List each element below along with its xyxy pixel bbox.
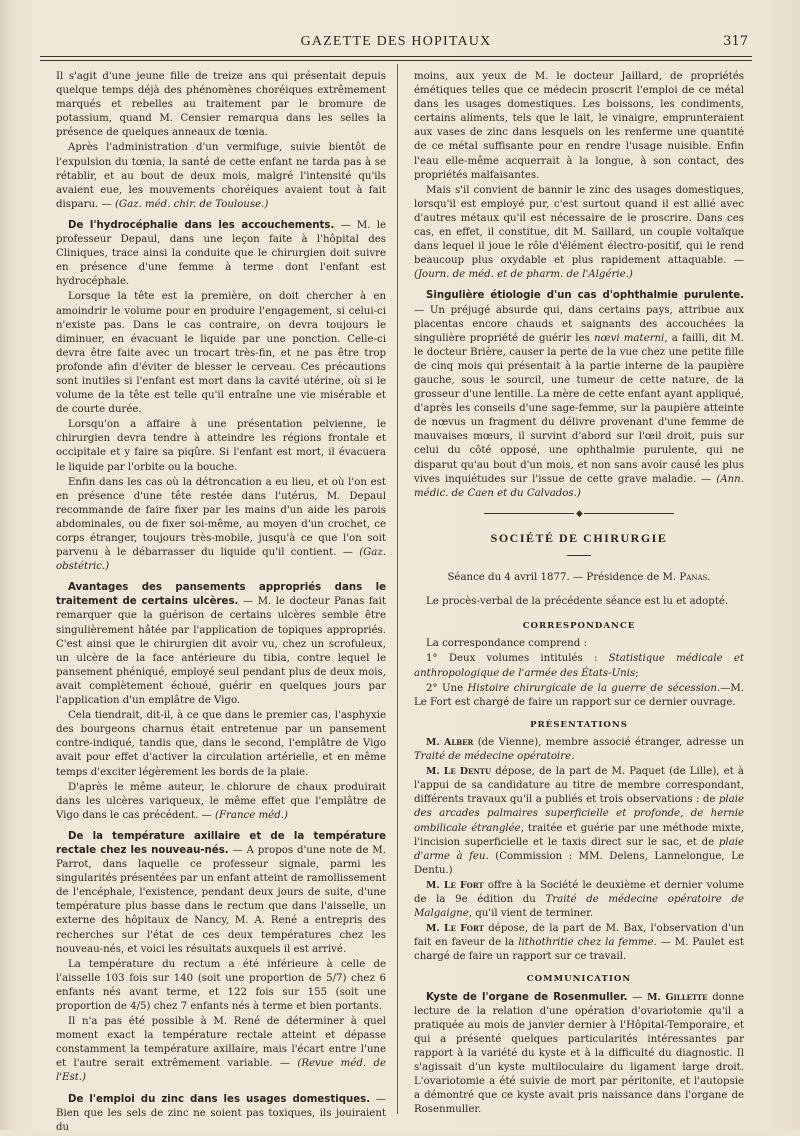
subsection-heading: PRÉSENTATIONS bbox=[530, 719, 628, 730]
article-zinc bbox=[56, 1093, 386, 1135]
article-title: De la température axillaire et de la température rectale chez les nouveau-nés. bbox=[56, 830, 386, 856]
article-hydrocephalie bbox=[56, 219, 386, 574]
article-title: De l'emploi du zinc dans les usages domestiques. bbox=[68, 1093, 371, 1105]
article-ophthalmie bbox=[414, 289, 744, 500]
article-temperature bbox=[56, 830, 386, 1086]
source-citation: (Ann. médic. de Caen et du Calvados.) bbox=[414, 473, 744, 499]
paragraph: moins, aux yeux de M. le docteur Jaillard, de propriétés émétiques telles que ce médecin proscrit l'emploi de ce métal dans les usages domestiques. Les boissons, les condiments, certains aliments, tels que le lait, le vinaigre, emprunteraient aux vases de zinc dans lesquels on les renferme une quantité de ce métal suffisante pour en rendre l'usage nuisible. Enfin l'eau elle-même acquerrait à la longue, à son contact, des propriétés malfaisantes. bbox=[414, 71, 744, 181]
left-column bbox=[56, 70, 386, 1136]
article-title: Singulière étiologie d'un cas d'ophthalmie purulente. bbox=[426, 290, 744, 302]
article-title: De l'hydrocéphalie dans les accouchements. bbox=[68, 219, 335, 231]
session-line: Séance du 4 avril 1877. — Présidence de M. Panas. bbox=[447, 572, 711, 584]
paragraph: Cela tiendrait, dit-il, à ce que dans le premier cas, l'asphyxie des bourgeons charnus était entretenue par un pansement contre-indiqué, tandis que, dans le second, l'emplâtre de Vigo avait pour effet d'activer la circulation artérielle, et en même temps d'exciter légèrement les bords de la plaie. bbox=[56, 710, 386, 778]
running-title: GAZETTE DES HOPITAUX bbox=[300, 34, 492, 49]
paragraph: Après l'administration d'un vermifuge, suivie bientôt de l'expulsion du tœnia, la santé de cette enfant ne tarda pas à se rétablir, et au bout de deux mois, malgré l'intensité qu'ils avaient eue, les mouvements choréiques avaient tout à fait disparu. — (Gaz. méd. chir. de Toulouse.) bbox=[56, 142, 386, 210]
article-pansements bbox=[56, 581, 386, 823]
article-title: Avantages des pansements appropriés dans le traitement de certains ulcères. bbox=[56, 582, 386, 608]
paragraph: Le procès-verbal de la précédente séance est lu et adopté. bbox=[426, 596, 729, 608]
right-column bbox=[414, 70, 744, 1118]
paragraph: Lorsqu'on a affaire à une présentation pelvienne, le chirurgien devra tendre à atteindre les régions frontale et occipitale et y faire sa piqûre. Si l'enfant est mort, il évacuera le liquide par l'orbite ou la bouche. bbox=[56, 419, 386, 473]
source-citation: (France méd.) bbox=[215, 809, 288, 821]
paragraph: La correspondance comprend : bbox=[426, 638, 587, 650]
paragraph: De l'emploi du zinc dans les usages domestiques. — Bien que les sels de zinc ne soient pas toxiques, ils jouiraient du bbox=[56, 1093, 386, 1133]
paragraph: Singulière étiologie d'un cas d'ophthalmie purulente. — Un préjugé absurde qui, dans certains pays, attribue aux placentas encore chauds et saignants des accouchées la singulière propriété de guérir les nœvi materni, a failli, dit M. le docteur Brière, causer la perte de la vue chez une petite fille de cinq mois qui présentait à la partie interne de la paupière gauche, sous le sourcil, une tumeur de cette nature, de la grosseur d'une lentille. La mère de cette enfant ayant appliqué, d'après les conseils d'une sage-femme, sur la paupière atteinte de nœvus un fragment du délivre provenant d'une femme de mauvaises mœurs, il survint d'abord sur l'œil droit, puis sur celui du côté opposé, une ophthalmie purulente, qui ne disparut qu'au bout d'un mois, et non sans avoir causé les plus vives inquiétudes sur l'issue de cette grave maladie. — (Ann. médic. de Caen et du Calvados.) bbox=[414, 290, 744, 499]
paragraph: M. Le Fort dépose, de la part de M. Bax, l'observation d'un fait en faveur de la lithothritie chez la femme. — M. Paulet est chargé de faire un rapport sur ce travail. bbox=[414, 923, 745, 963]
paragraph: Mais s'il convient de bannir le zinc des usages domestiques, lorsqu'il est employé pur, c'est surtout quand il est allié avec d'autres métaux qu'il est nécessaire de le proscrire. Dans ces cas, en effet, il constitue, dit M. Saillard, un couple voltaïque dans lequel il joue le rôle d'élément électro-positif, qui le rend beaucoup plus oxydable et plus rapidement attaquable. — (Journ. de méd. et de pharm. de l'Algérie.) bbox=[414, 184, 744, 281]
section-ornament: ◆ bbox=[414, 507, 744, 521]
page-header bbox=[40, 34, 752, 56]
header-rule-thin bbox=[40, 60, 752, 61]
subsection-heading: CORRESPONDANCE bbox=[522, 621, 636, 632]
paragraph: Lorsque la tête est la première, on doit chercher à en amoindrir le volume pour en produire l'engagement, si celui-ci n'existe pas. Dans le cas contraire, on devra toujours le diminuer, en évacuant le liquide par une ponction. Celle-ci devra être faite avec un trocart très-fin, et ne pas être trop profonde afin d'éviter de blesser le cerveau. Ces précautions sont inutiles si l'enfant est mort dans la cavité utérine, où si le volume de la tête est telle qu'il entraîne une vie misérable et de courte durée. bbox=[56, 291, 386, 416]
paragraph: De l'hydrocéphalie dans les accouchements. — M. le professeur Depaul, dans une leçon faite à l'hôpital des Cliniques, trace ainsi la conduite que le chirurgien doit suivre en présence d'une femme à terme dont l'enfant est hydrocéphale. bbox=[56, 219, 386, 288]
paragraph: D'après le même auteur, le chlorure de chaux produirait dans les ulcères variqueux, le même effet que l'emplâtre de Vigo dans le cas précédent. — (France méd.) bbox=[56, 781, 386, 821]
paragraph: Kyste de l'organe de Rosenmuller. — M. Gillette donne lecture de la relation d'une opération d'ovariotomie qu'il a pratiquée au mois de janvier dernier à l'Hôpital-Temporaire, et qui a présenté quelques particularités intéressantes par rapport à la variété du kyste et à la difficulté du diagnostic. Il s'agissait d'un kyste multiloculaire du ligament large droit. L'ovariotomie a été suivie de mort par péritonite, et l'autopsie a démontré que ce kyste avait pris naissance dans l'organe de Rosenmuller. bbox=[414, 991, 745, 1116]
paragraph: Il s'agit d'une jeune fille de treize ans qui présentait depuis quelque temps déjà des phénomènes choréiques extrêmement marqués et rebelles au traitement par le bromure de potassium, quand M. Censier remarqua dans les selles la présence de quelques anneaux de tœnia. bbox=[56, 71, 386, 139]
source-citation: (Gaz. méd. chir. de Toulouse.) bbox=[114, 198, 269, 210]
page-number: 317 bbox=[723, 34, 748, 49]
paragraph: M. Le Fort offre à la Société le deuxième et dernier volume de la 9e édition du Traité de médecine opératoire de Malgaigne, qu'il vient de terminer. bbox=[414, 879, 744, 920]
source-citation: (Journ. de méd. et de pharm. de l'Algérie.) bbox=[414, 269, 633, 281]
column-divider bbox=[397, 64, 398, 1114]
paragraph: Enfin dans les cas où la détroncation a eu lieu, et où l'on est en présence d'une tête restée dans l'utérus, M. Depaul recommande de faire fixer par les mains d'un aide les parois abdominales, ou de fixer soi-même, au moyen d'un crochet, ce corps étranger, toujours très-mobile, jusqu'à ce que l'on soit parvenu à le débarrasser du liquide qu'il contient. — (Gaz. obstétric.) bbox=[56, 476, 386, 573]
paragraph: M. Le Dentu dépose, de la part de M. Paquet (de Lille), et à l'appui de sa candidature au titre de membre correspondant, différents travaux qu'il a publiés et trois observations : de plaie des arcades palmaires superficielle et profonde, de hernie ombilicale étranglée, traitée et guérie par une méthode mixte, l'incision superficielle et le taxis direct sur le sac, et de plaie d'arme à feu. (Commission : MM. Delens, Lannelongue, Le Dentu.) bbox=[414, 766, 744, 876]
article-title: Kyste de l'organe de Rosenmuller. bbox=[426, 991, 628, 1003]
subsection-heading: COMMUNICATION bbox=[526, 974, 632, 985]
source-citation: (Revue méd. de l'Est.) bbox=[56, 1058, 386, 1084]
paragraph: Il n'a pas été possible à M. René de déterminer à quel moment exact la température rectale atteint et dépasse constamment la température axillaire, mais l'écart entre l'une et l'autre serait extrêmement variable. — (Revue méd. de l'Est.) bbox=[56, 1016, 386, 1084]
paragraph: 1° Deux volumes intitulés : Statistique médicale et anthropologique de l'armée des États-Unis; bbox=[414, 653, 744, 679]
paragraph: De la température axillaire et de la température rectale chez les nouveau-nés. — A propos d'une note de M. Parrot, dans laquelle ce professeur signale, parmi les singularités présentées par un enfant atteint de ramollissement de l'encéphale, l'existence, pendant deux jours de suite, d'une température plus basse dans le rectum que dans l'aisselle, un externe des hôpitaux de Nancy, M. A. René a entrepris des recherches sur l'état de ces deux températures chez les nouveau-nés, et voici les résultats auxquels il est arrivé. bbox=[56, 830, 386, 955]
section-title: SOCIÉTÉ DE CHIRURGIE bbox=[490, 530, 668, 545]
source-citation: (Gaz. obstétric.) bbox=[56, 547, 386, 573]
paragraph: La température du rectum a été inférieure à celle de l'aisselle 103 fois sur 140 (soit une proportion de 5/7) chez 6 enfants nés avant terme, et 122 fois sur 155 (soit une proportion de 4/5) chez 7 enfants nés à terme et bien portants. bbox=[56, 958, 386, 1012]
paragraph: 2° Une Histoire chirurgicale de la guerre de sécession.—M. Le Fort est chargé de faire un rapport sur ce dernier ouvrage. bbox=[414, 682, 744, 708]
paragraph: M. Alber (de Vienne), membre associé étranger, adresse un Traité de médecine opératoire. bbox=[414, 736, 744, 763]
header-rule-thick bbox=[40, 56, 752, 57]
paragraph: Avantages des pansements appropriés dans le traitement de certains ulcères. — M. le docteur Panas fait remarquer que la guérison de certains ulcères semble être singulièrement hâtée par l'application de topiques appropriés. C'est ainsi que le chirurgien dit avoir vu, chez un scrofuleux, un ulcère de la face antérieure du tibia, contre lequel le pansement phéniqué, employé seul pendant plus de deux mois, avait complètement échoué, guérir en quelques jours par l'application d'un emplâtre de Vigo. bbox=[56, 582, 386, 707]
title-rule bbox=[414, 547, 744, 561]
